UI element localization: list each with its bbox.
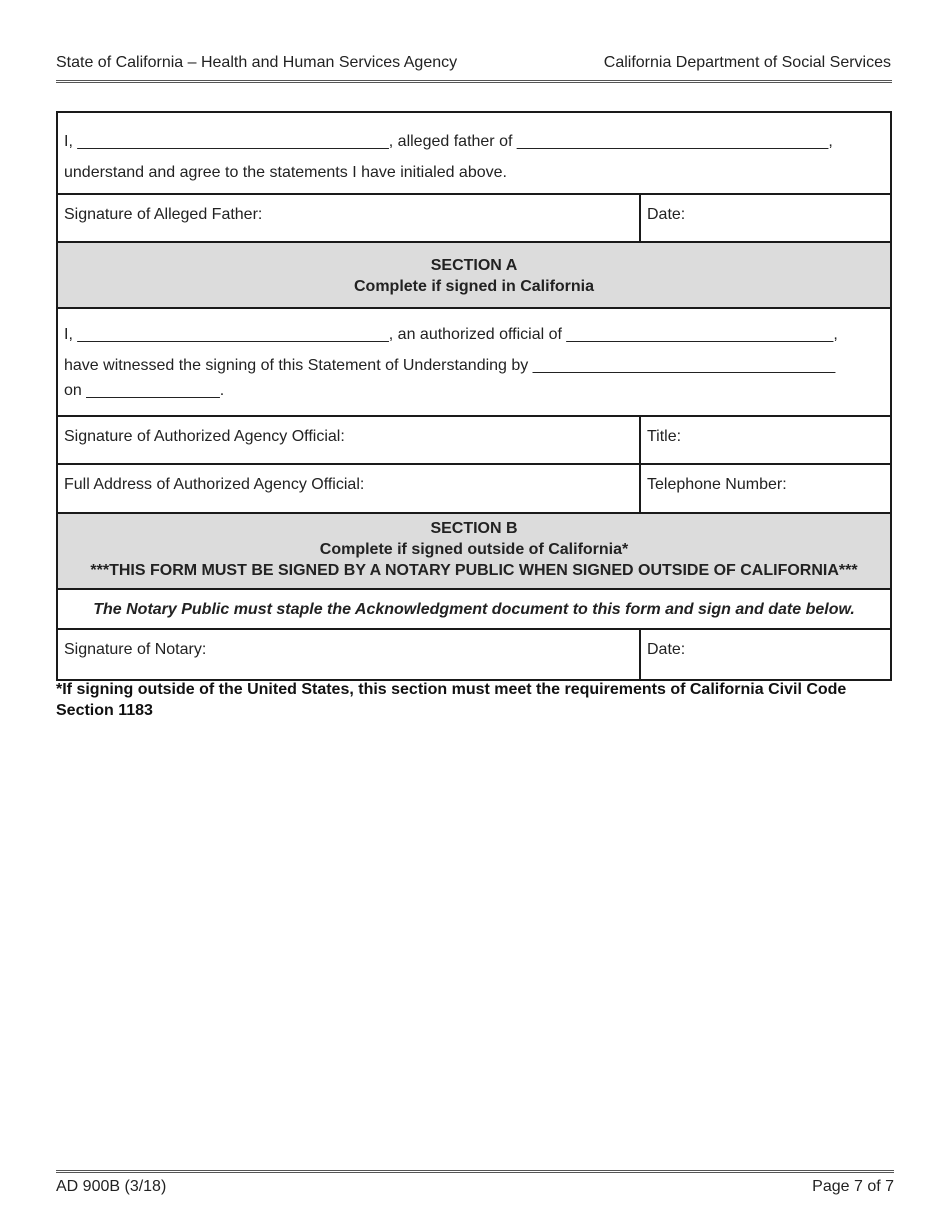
father-date-label: Date:	[647, 206, 686, 223]
section-b-header	[58, 514, 890, 590]
official-address-row	[58, 465, 890, 514]
notary-instruction: The Notary Public must staple the Acknowledgment document to this form and sign and date below.	[93, 601, 855, 618]
section-a-title: SECTION A	[430, 257, 518, 274]
notary-instruction-row	[58, 590, 890, 630]
official-title-cell[interactable]	[639, 417, 682, 463]
official-signature-field[interactable]: Signature of Authorized Agency Official:	[64, 428, 345, 445]
section-b-title: SECTION B	[430, 520, 518, 537]
official-signature-row	[58, 417, 890, 465]
statement-form	[56, 111, 892, 681]
section-a-statement-row	[58, 309, 890, 417]
page-header	[56, 54, 892, 83]
department-name: California Department of Social Services	[603, 54, 891, 71]
notary-date-cell[interactable]	[639, 630, 686, 679]
notary-signature-field[interactable]: Signature of Notary:	[64, 641, 207, 658]
agency-name: State of California – Health and Human Services Agency	[56, 54, 458, 71]
father-signature-field[interactable]: Signature of Alleged Father:	[64, 206, 263, 223]
official-statement-line-3[interactable]: on _______________.	[64, 382, 225, 399]
official-phone-cell[interactable]	[639, 465, 787, 512]
notary-signature-row	[58, 630, 890, 679]
official-address-field[interactable]: Full Address of Authorized Agency Official:	[64, 476, 365, 493]
section-b-subtitle: Complete if signed outside of California*	[319, 541, 629, 558]
section-a-header	[58, 243, 890, 309]
section-a-subtitle: Complete if signed in California	[353, 278, 595, 295]
official-phone-label: Telephone Number:	[647, 476, 787, 493]
official-title-label: Title:	[647, 428, 682, 445]
page-footer	[56, 1170, 894, 1195]
father-statement-row	[58, 113, 890, 195]
official-statement-line-2[interactable]: have witnessed the signing of this Statement of Understanding by __________________________________	[64, 357, 836, 374]
section-b-warning: ***THIS FORM MUST BE SIGNED BY A NOTARY PUBLIC WHEN SIGNED OUTSIDE OF CALIFORNIA***	[90, 562, 858, 579]
father-statement-line-1[interactable]: I, ___________________________________, alleged father of ___________________________________,	[64, 133, 833, 150]
father-statement-line-2: understand and agree to the statements I have initialed above.	[64, 164, 507, 181]
official-statement-line-1[interactable]: I, ___________________________________, an authorized official of ______________________________,	[64, 326, 838, 343]
footnote: *If signing outside of the United States, this section must meet the requirements of California Civil Code Section 1183	[56, 681, 847, 719]
father-date-cell[interactable]	[639, 195, 686, 241]
form-id: AD 900B (3/18)	[56, 1178, 167, 1195]
father-signature-row	[58, 195, 890, 243]
notary-date-label: Date:	[647, 641, 686, 658]
page-number: Page 7 of 7	[812, 1178, 894, 1195]
